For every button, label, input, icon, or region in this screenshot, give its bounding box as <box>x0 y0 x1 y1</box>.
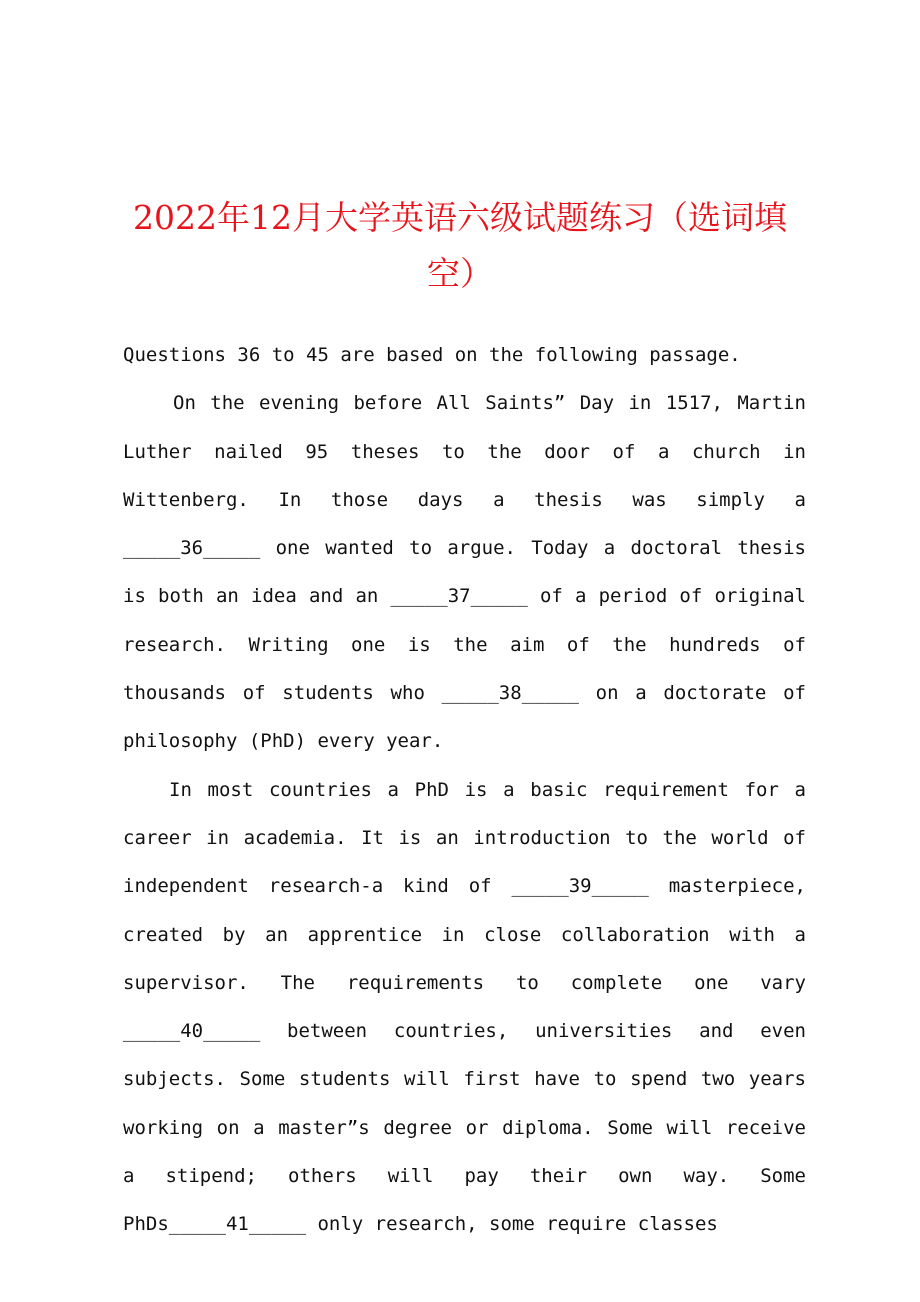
document-title: 2022年12月大学英语六级试题练习（选词填空） <box>133 198 787 293</box>
passage-intro: Questions 36 to 45 are based on the following passage. <box>123 344 741 366</box>
passage-body <box>123 331 806 1249</box>
paragraph-2: In most countries a PhD is a basic requirement for a career in academia. It is an introduction to the world of independent research-a kind of _____39_____ masterpiece, created by an apprentice in close collaboration with a supervisor. The requirements to complete one vary _____40_____ between countries, universities and even subjects. Some students will first have to spend two years working on a master”s degree or diploma. Some will receive a stipend; others will pay their own way. Some PhDs_____41_____ only research, some require classes <box>123 778 806 1236</box>
paragraph-1: On the evening before All Saints” Day in 1517, Martin Luther nailed 95 theses to the door of a church in Wittenberg. In those days a thesis was simply a _____36_____ one wanted to argue. Today a doctoral thesis is both an idea and an _____37_____ of a period of original research. Writing one is the aim of the hundreds of thousands of students who _____38_____ on a doctorate of philosophy (PhD) every year. <box>123 392 806 753</box>
